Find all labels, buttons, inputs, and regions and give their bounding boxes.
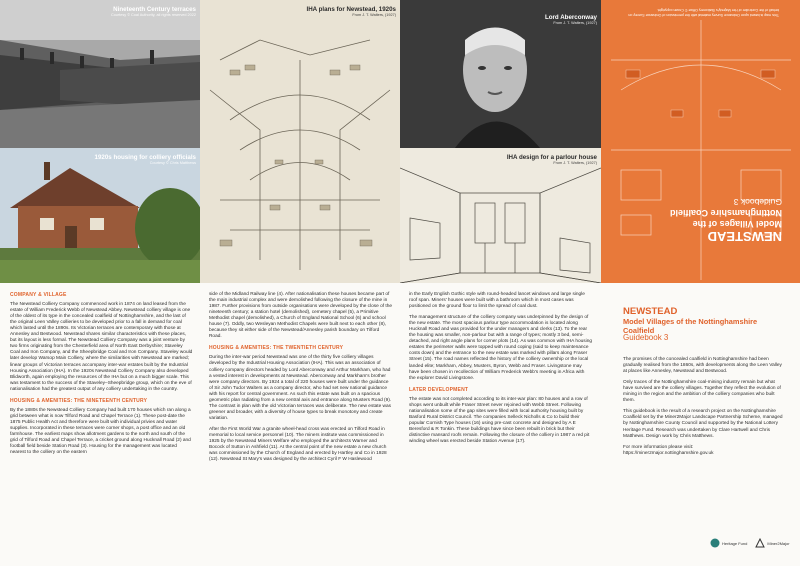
cover-title-line3: Nottinghamshire Coalfield bbox=[669, 208, 782, 218]
terraces-caption-title: Nineteenth Century terraces bbox=[113, 6, 196, 13]
company-heading: COMPANY & VILLAGE bbox=[10, 292, 67, 298]
parlour-caption-title: IHA design for a parlour house bbox=[506, 154, 597, 161]
cover-copyright-text: This map is based upon Ordnance Survey material with the permission of Ordnance Survey on behalf of the Controller of Her Majesty's Stationery Office © Crown copyright. bbox=[628, 8, 779, 18]
col3-text-b: The management structure of the colliery company was underpinned by the design of the new estate. The most spacious parlour type accommodation is located along Hucknall Road and was provided for the under managers and clerks (13). To the rear the housing was smaller, non-parlour but with a range of types; mostly 3 bed, semi-detached, and right angle plans for corner plots (14). As was common with IHA housing estates the perimeter walls were topped with round coping (said to keep maintenance costs down) and the entrance to the new estate was marked with pillars along Fraser Street (15). The road names reflected the history of the colliery ownership or the local landed elite; Markham, Abbey, Musters, Byron, Webb and Fraser. Livingstone may have been chosen in recollection of William Frederick Webb's meeting in Africa with the explorer David Livingstone. bbox=[409, 315, 592, 381]
aberconway-caption-title: Lord Aberconway bbox=[544, 14, 597, 21]
intro-p1: The promises of the concealed coalfield in Nottinghamshire had been gradually realised from the 1860s, with developments along the Leen Valley at places like Annesley, Newstead and Bestwood. bbox=[623, 357, 782, 375]
cover-guidebook: Guidebook 3 bbox=[733, 197, 782, 207]
iha-plans-caption-title: IHA plans for Newstead, 1920s bbox=[306, 6, 396, 13]
miner2major-text: Miner2Major bbox=[767, 540, 790, 546]
column-1 bbox=[10, 292, 193, 461]
cover-panel bbox=[601, 0, 800, 283]
terraces-photo bbox=[0, 0, 200, 148]
later-text: The estate was not completed according to its inter-war plan: 80 houses and a row of shops went unbuilt while Fraser Street never rejoined with Webb Street. Following nationalisation some of the gap sites were filled with local authority housing built by Basford Rural District Council. The companies Selleck Nicholls & Co to build their popular Cornish Type houses (16) using pre-cast concrete and designed by A E Beresford & R Tonkin. These buildings have since been rebuilt in brick but their distinctive mansard roofs remain. Following the closure of the colliery in 1987 a red pit winding wheel was erected beside Station Avenue (17). bbox=[409, 396, 590, 445]
twentieth-text-a: During the inter-war period Newstead was one of the thirty five colliery villages developed by the Industrial Housing Association (IHA). This was an association of colliery company directors headed by Lord Aberconway and Arthur Markham, who had a vested interest in developments at Newstead. Aberconway and Markham's brother were company directors. By 1924 a total of 220 houses were built under the guidance of Sir John Tudor Walters as a company director, who had set new national guidance with his report for central government. As such this estate was built on a spacious geometric plan radiating from a new central axis and entrance along Musters Road (9). The contrast in plan with the old Victorian terraces was deliberate. The new estate was greener and broader, with a diversity of house types to break monotony and create variation. bbox=[209, 355, 392, 421]
intro-guidebook: Guidebook 3 bbox=[623, 333, 669, 342]
miner2major-icon bbox=[755, 538, 765, 548]
iha-plans-drawing bbox=[200, 0, 400, 283]
officials-caption-credit: Courtesy © Chris Matthews bbox=[149, 161, 196, 166]
intro-p3: This guidebook is the result of a research project on the Nottinghamshire Coalfield set by the Miner2Major Landscape Partnership Scheme, managed by Nottinghamshire County Council and supported by the National Lottery Heritage Fund. Research was undertaken by Clare Hartwell and Chris Matthews. Design work by Chris Matthews. bbox=[623, 409, 783, 439]
column-2 bbox=[209, 292, 392, 468]
aberconway-portrait bbox=[400, 0, 601, 148]
cover-title-block bbox=[632, 196, 782, 243]
officials-caption-title: 1920s housing for colliery officials bbox=[94, 154, 196, 161]
aberconway-caption-credit: From J. T. Walters, (1927) bbox=[553, 21, 597, 26]
officials-housing-photo bbox=[0, 148, 200, 283]
twentieth-heading: HOUSING & AMENITIES: THE TWENTIETH CENTURY bbox=[209, 345, 344, 352]
intro-p2: Only traces of the Nottinghamshire coal-mining industry remain but what have survived are the colliery villages. Together they reflect the evolution of mining in the region and the ambition of the colliery companies who built them. bbox=[623, 380, 781, 404]
cover-title-newstead: NEWSTEAD bbox=[707, 229, 782, 244]
terraces-caption-credit: Courtesy © Coal Authority, all rights reserved 2022 bbox=[110, 13, 196, 18]
miner2major-logo bbox=[755, 538, 789, 548]
twentieth-text-b: After the First World War a granite wheel-head cross was erected on Tilford Road in memorial to local service personnel (10). The miners institute was commissioned in 1925 by the Newstead Miners Welfare who employed the architects Warner and Bocock of Sutton in Ashfield (11). At the central point of the new estate a new church was commissioned by the Church of England and erected by Hartley and Co in 1928 (12). Newstead St Mary's was designed by the architect Cyril F W Haslewood bbox=[209, 426, 387, 463]
intro-subtitle: Model Villages of the Nottinghamshire Coalfield bbox=[623, 317, 758, 335]
col3-text-a: in the Early English Gothic style with round-headed lancet windows and large single roof span. Miners' houses were built with a bathroom which in most cases was positioned on the ground floor to limit the spread of coal dust. bbox=[409, 292, 585, 310]
column-3 bbox=[409, 292, 592, 450]
logo-row bbox=[710, 538, 790, 548]
intro-column bbox=[623, 306, 783, 462]
heritage-fund-logo bbox=[710, 538, 747, 548]
heritage-fund-icon bbox=[710, 538, 720, 548]
later-heading: LATER DEVELOPMENT bbox=[409, 386, 469, 393]
col2-text-a: side of the Midland Railway line (4). After nationalisation these houses became part of the main industrial complex and were demolished following the closure of the mine in 1987. Further provisions from outside organisations were developed by the close of the nineteenth century; a station hotel (demolished), cemetery chapel (5), a Primitive Methodist chapel (demolished), a Church of England National School (6) and school house (7). Oddly, two Wesleyan Methodist Chapels were built next to each other (8), because they sit either side of the Newstead/Annesley parish boundary on Tilford Road. bbox=[209, 292, 392, 340]
intro-url[interactable]: https://miner2major.nottinghamshire.gov.uk bbox=[623, 450, 714, 456]
heritage-fund-text: Heritage Fund bbox=[722, 540, 748, 546]
parlour-caption-credit: From J. T. Walters, (1927) bbox=[553, 161, 597, 166]
nineteenth-heading: HOUSING & AMENITIES: THE NINETEENTH CENTURY bbox=[10, 397, 148, 404]
cover-title-line2: Model Villages of the bbox=[692, 219, 782, 229]
intro-p4: For more information please visit: bbox=[623, 444, 694, 450]
nineteenth-text: By the 1880s the Newstead Colliery Company had built 170 houses which ran along a grid between what is now Tilford Road and Chapel Terrace (1). These post-date the 1875 Public Health Act and therefore were built with individual privies and water supplies. Incorporated in these terraces were corner shops, a post office and an old farmhouse. The earliest maps show allotment gardens to the north and south of the grid of Tilford Road and Chapel Terrace, a cricket ground along Hucknall Road (2) and football field beside Station Road (3). Housing for the management was located nearest to the colliery on the eastern bbox=[10, 407, 191, 456]
company-text: The Newstead Colliery Company commenced work in 1874 on land leased from the estate of William Frederick Webb of Newstead Abbey. Newstead colliery village is one of the oldest of its type in the concealed coalfield of Nottinghamshire, and the last of the original Leen Valley collieries to be developed prior to a fall in demand for coal which lasted until the 1890s. Its Victorian terraces are contemporary with those at Annesley and Bestwood. Newstead shares similar characteristics with these places, but its layout is less formal. The Newstead Colliery Company was a joint venture by two firms originating from the Chesterfield area of North East Derbyshire; Staveley Coal and Iron Company, and the Sheepbridge Coal and Iron Company. Staveley would later develop Warsop Main Colliery, where the similarities with Newstead are marked; linear groups of Victorian terraces accompany inter-war estates built by the Industrial Housing Association (IHA). In the 1920s Newstead Colliery Company also developed Blidworth, again employing the resources of the IHA but on a much bigger scale. This was testament to the success of the Staveley–Sheepbridge group, which on the eve of nationalisation had the greatest output of any colliery undertaking in the country. bbox=[10, 302, 193, 392]
iha-plans-caption-credit: From J. T. Walters, (1927) bbox=[352, 13, 396, 18]
intro-title: NEWSTEAD bbox=[623, 306, 678, 317]
parlour-house-drawing bbox=[400, 148, 601, 283]
